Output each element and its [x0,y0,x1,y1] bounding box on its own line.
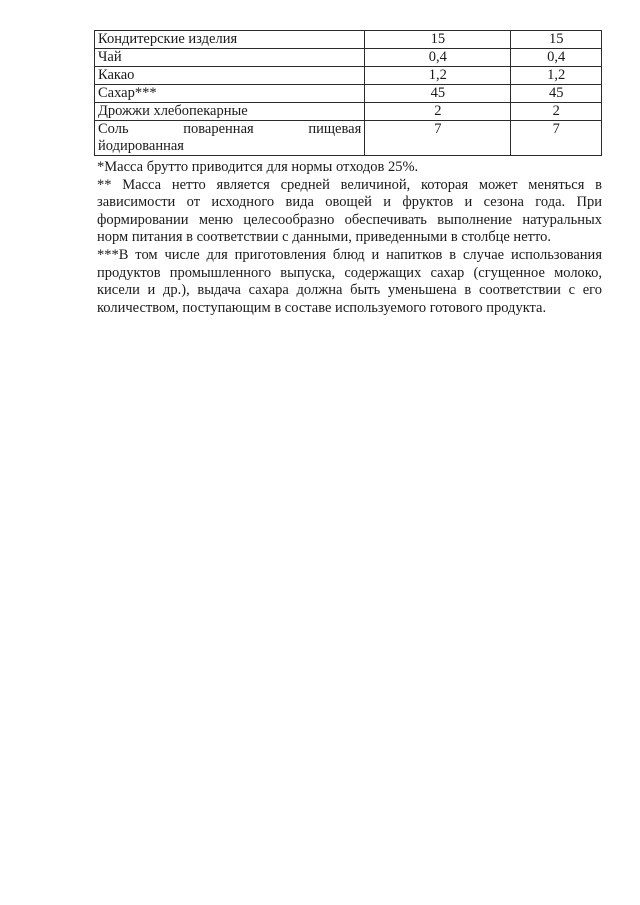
product-name-word: поваренная [183,121,254,137]
food-norms-table [94,30,602,156]
gross-value-cell: 7 [365,121,511,156]
footnotes [97,159,602,317]
product-name-cell: Дрожжи хлебопекарные [95,103,365,121]
table-row [95,85,602,103]
product-name-line-2: йодированная [98,138,184,154]
net-value-cell: 15 [511,31,602,49]
footnote-net-mass: ** Масса нетто является средней величиной, которая может меняться в зависимости от исходного вида овощей и фруктов и сезона года. При формировании меню целесообразно обеспечивать выполнение натуральных норм питания в соответствии с данными, приведенными в столбце нетто. [97,176,602,246]
table-row [95,31,602,49]
product-name-cell: Какао [95,67,365,85]
gross-value-cell: 15 [365,31,511,49]
net-value-cell: 7 [511,121,602,156]
gross-value-cell: 0,4 [365,49,511,67]
product-name-cell: Чай [95,49,365,67]
product-name-cell: Сахар*** [95,85,365,103]
net-value-cell: 0,4 [511,49,602,67]
net-value-cell: 1,2 [511,67,602,85]
footnote-sugar: ***В том числе для приготовления блюд и напитков в случае использования продуктов промышленного выпуска, содержащих сахар (сгущенное молоко, кисели и др.), выдача сахара должна быть уменьшена в соответствии с его количеством, поступающим в составе используемого готового продукта. [97,246,602,316]
product-name-line [98,121,361,138]
footnote-gross-mass: *Масса брутто приводится для нормы отходов 25%. [97,159,419,175]
product-name-word: Соль [98,121,129,137]
table-row [95,67,602,85]
product-name-cell: Кондитерские изделия [95,31,365,49]
product-name-word: пищевая [308,121,362,137]
product-name-cell [95,121,365,156]
gross-value-cell: 2 [365,103,511,121]
net-value-cell: 2 [511,103,602,121]
table-row [95,103,602,121]
gross-value-cell: 45 [365,85,511,103]
table-row [95,49,602,67]
table-row [95,121,602,156]
gross-value-cell: 1,2 [365,67,511,85]
net-value-cell: 45 [511,85,602,103]
